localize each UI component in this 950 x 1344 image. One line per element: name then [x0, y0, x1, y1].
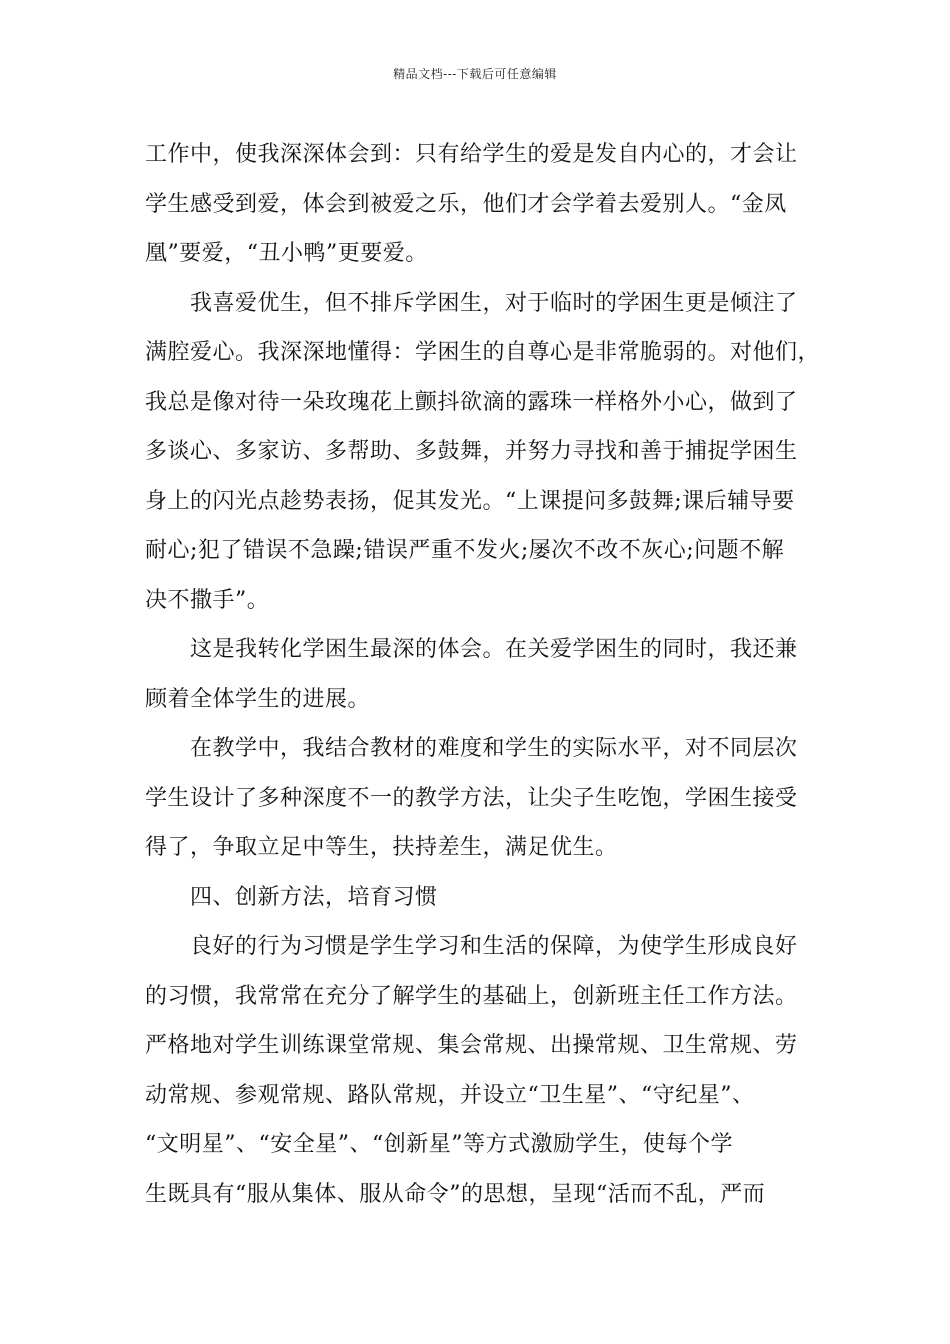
text-line: 动常规、参观常规、路队常规，并设立“卫生星”、“守纪星”、: [145, 1082, 755, 1108]
text-line: 严格地对学生训练课堂常规、集会常规、出操常规、卫生常规、劳: [145, 1033, 798, 1058]
section-heading: 四、创新方法，培育习惯: [190, 884, 438, 910]
text-line: 身上的闪光点趁势表扬，促其发光。“上课提问多鼓舞;课后辅导要: [145, 488, 795, 514]
paragraph-first-line: 这是我转化学困生最深的体会。在关爱学困生的同时，我还兼: [190, 637, 798, 662]
page-header: 精品文档---下载后可任意编辑: [393, 67, 557, 81]
text-line: 我总是像对待一朵玫瑰花上颤抖欲滴的露珠一样格外小心，做到了: [145, 389, 798, 415]
text-line: 顾着全体学生的进展。: [145, 686, 371, 712]
text-line: 生既具有“服从集体、服从命令”的思想，呈现“活而不乱，严而: [145, 1181, 766, 1207]
text-line: 满腔爱心。我深深地懂得：学困生的自尊心是非常脆弱的。对他们，: [145, 340, 821, 365]
text-line: 工作中，使我深深体会到：只有给学生的爱是发自内心的，才会让: [145, 142, 798, 167]
paragraph-first-line: 在教学中，我结合教材的难度和学生的实际水平，对不同层次: [190, 736, 798, 761]
text-line: 多谈心、多家访、多帮助、多鼓舞，并努力寻找和善于捕捉学困生: [145, 439, 798, 464]
document-body: [145, 130, 821, 1219]
text-line: 决不撒手”。: [145, 587, 270, 613]
text-line: 的习惯，我常常在充分了解学生的基础上，创新班主任工作方法。: [145, 983, 798, 1009]
text-line: 得了，争取立足中等生，扶持差生，满足优生。: [145, 835, 618, 860]
text-line: 凰”要爱，“丑小鸭”更要爱。: [145, 241, 428, 266]
paragraph-first-line: 良好的行为习惯是学生学习和生活的保障，为使学生形成良好: [190, 934, 798, 959]
paragraph-first-line: 我喜爱优生，但不排斥学困生，对于临时的学困生更是倾注了: [190, 290, 798, 316]
text-line: “文明星”、“安全星”、“创新星”等方式激励学生，使每个学: [145, 1132, 733, 1157]
text-line: 耐心;犯了错误不急躁;错误严重不发火;屡次不改不灰心;问题不解: [145, 538, 785, 563]
text-line: 学生感受到爱，体会到被爱之乐，他们才会学着去爱别人。“金凤: [145, 191, 787, 217]
text-line: 学生设计了多种深度不一的教学方法，让尖子生吃饱，学困生接受: [145, 785, 798, 811]
